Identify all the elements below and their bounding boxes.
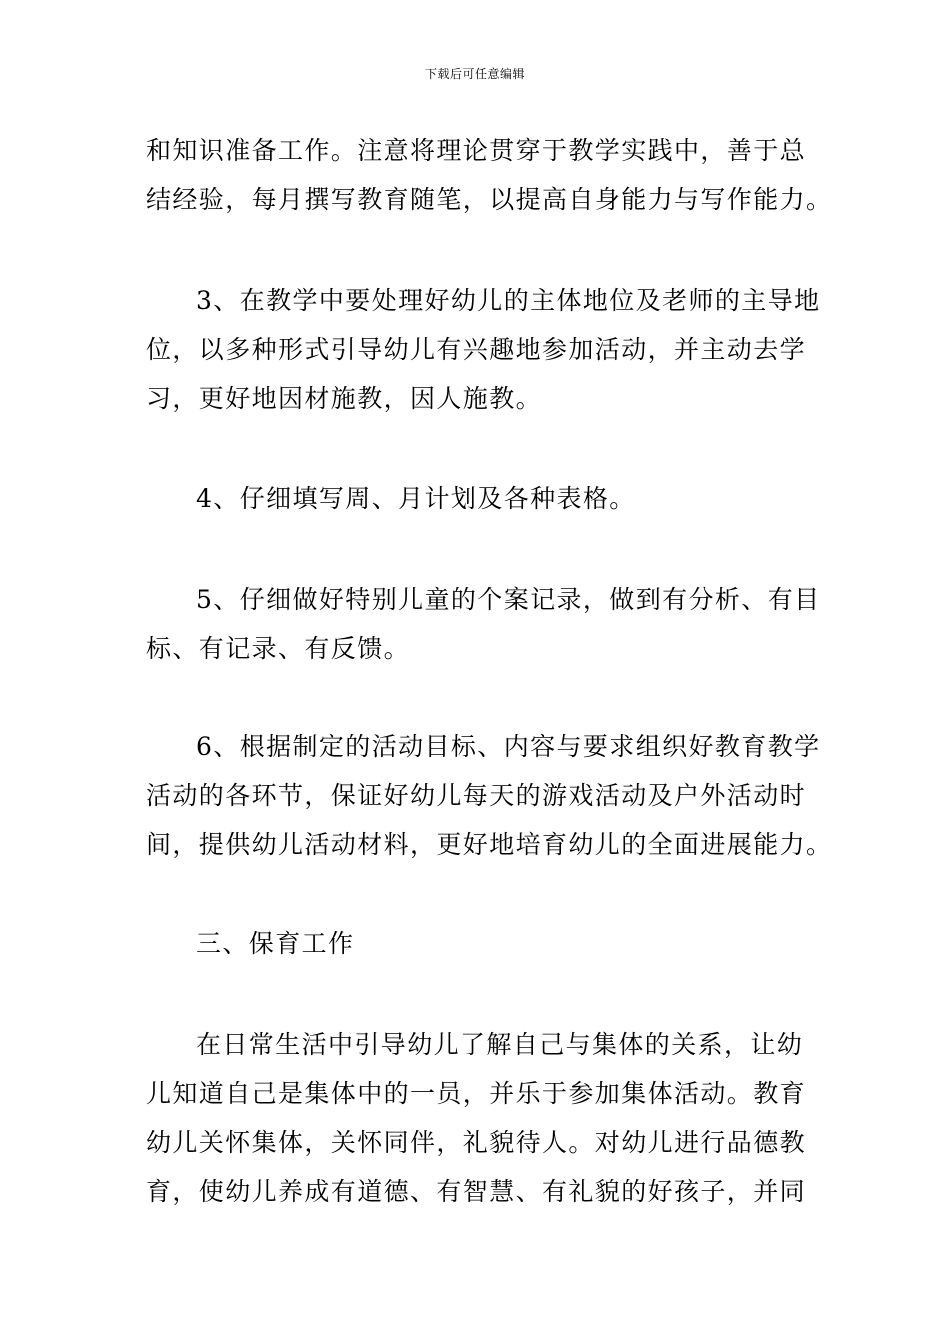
text-line: 间，提供幼儿活动材料，更好地培育幼儿的全面进展能力。 xyxy=(146,830,833,859)
text-line: 在日常生活中引导幼儿了解自己与集体的关系，让幼 xyxy=(196,1030,804,1059)
text-line: 育，使幼儿养成有道德、有智慧、有礼貌的好孩子，并同 xyxy=(146,1177,807,1206)
paragraph-item-5 xyxy=(146,575,821,673)
text-line: 习，更好地因材施教，因人施教。 xyxy=(146,384,543,413)
text-line: 3、在教学中要处理好幼儿的主体地位及老师的主导地 xyxy=(196,286,821,315)
text-line: 和知识准备工作。注意将理论贯穿于教学实践中，善于总 xyxy=(146,136,807,165)
paragraph-continuation xyxy=(146,126,833,224)
text-line: 位，以多种形式引导幼儿有兴趣地参加活动，并主动去学 xyxy=(146,335,807,364)
text-line: 儿知道自己是集体中的一员，并乐于参加集体活动。教育 xyxy=(146,1079,807,1108)
text-line: 4、仔细填写周、月计划及各种表格。 xyxy=(196,484,636,513)
text-line: 标、有记录、有反馈。 xyxy=(146,634,411,663)
text-line: 结经验，每月撰写教育随笔，以提高自身能力与写作能力。 xyxy=(146,185,833,214)
paragraph-item-4 xyxy=(146,474,810,523)
page-header: 下载后可任意编辑 xyxy=(424,67,525,81)
paragraph-item-3 xyxy=(146,276,821,423)
text-line: 幼儿关怀集体，关怀同伴，礼貌待人。对幼儿进行品德教 xyxy=(146,1128,807,1157)
text-line: 三、保育工作 xyxy=(196,929,355,958)
text-line: 5、仔细做好特别儿童的个案记录，做到有分析、有目 xyxy=(196,585,821,614)
paragraph-item-6 xyxy=(146,722,833,869)
paragraph-care-work xyxy=(146,1020,810,1216)
text-line: 6、根据制定的活动目标、内容与要求组织好教育教学 xyxy=(196,732,821,761)
text-line: 活动的各环节，保证好幼儿每天的游戏活动及户外活动时 xyxy=(146,781,807,810)
section-heading xyxy=(146,919,810,968)
